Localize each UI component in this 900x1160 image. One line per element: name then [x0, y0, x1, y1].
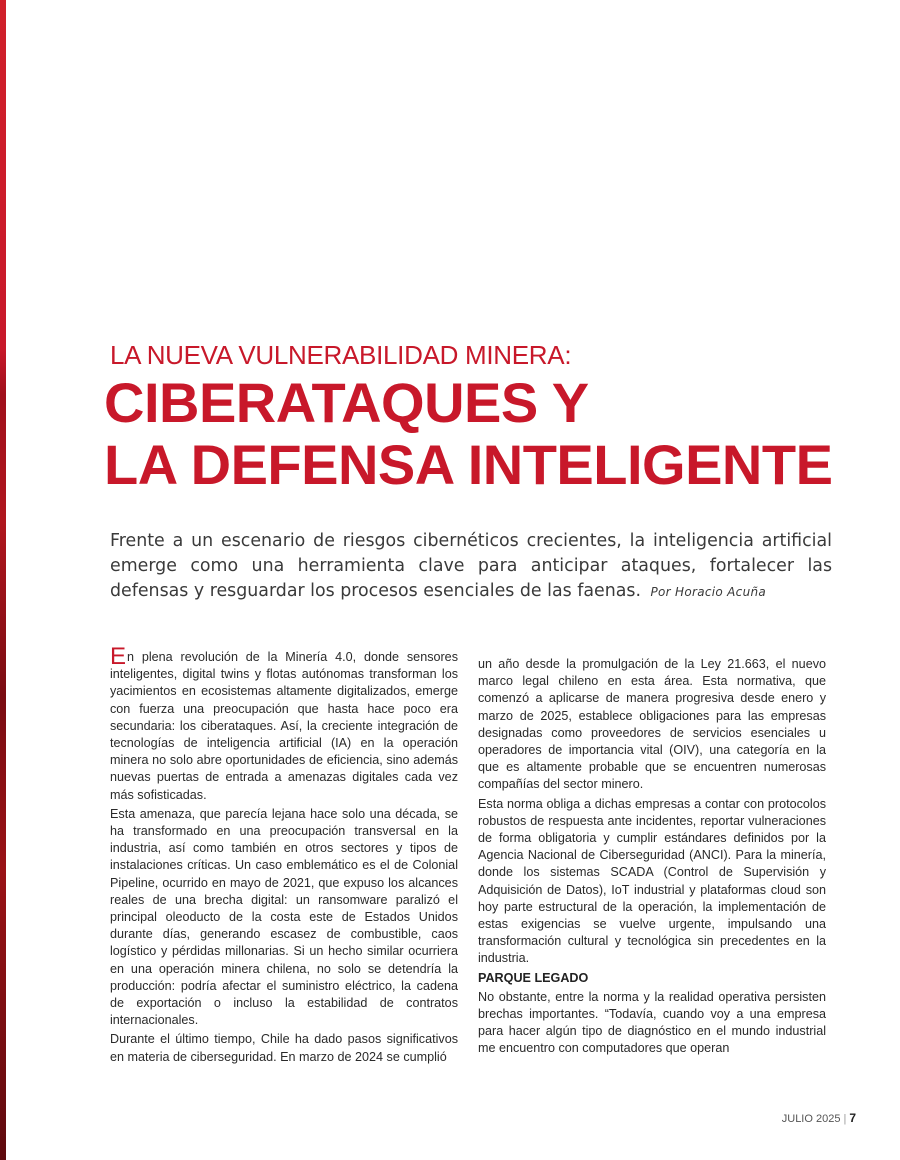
footer-separator: |	[843, 1113, 847, 1125]
body-paragraph-1	[110, 643, 458, 804]
byline: Por Horacio Acuña	[650, 585, 767, 599]
paragraph-1-text: n plena revolución de la Minería 4.0, donde sensores inteligentes, digital twins y flotas autónomas transforman los yacimientos en ecosistemas altamente digitalizados, emerge con fuerza una preocupación que hasta hace poco era secundaria: los ciberataques. Así, la creciente integración de tecnologías de inteligencia artificial (IA) en la operación minera no solo abre oportunidades de eficiencia, sino además nuevas puertas de entrada a amenazas digitales cada vez más sofisticadas.	[110, 650, 458, 802]
red-edge-bar	[0, 0, 6, 1160]
body-paragraph-3: Durante el último tiempo, Chile ha dado pasos significativos en materia de ciberseguridad. En marzo de 2024 se cumplió	[110, 1032, 458, 1064]
drop-cap: E	[110, 643, 127, 670]
headline-line-1: CIBERATAQUES Y	[104, 371, 589, 434]
body-column-right	[478, 656, 826, 1060]
issue-date: JULIO 2025	[781, 1113, 841, 1125]
body-paragraph-4: un año desde la promulgación de la Ley 21.663, el nuevo marco legal chileno en esta área. Esta normativa, que comenzó a aplicarse de manera progresiva desde enero y marzo de 2025, establece obligaciones para las empresas designadas como proveedores de servicios esenciales u operadores de importancia vital (OIV), una categoría en la que es altamente probable que se encuentren numerosas compañías del sector minero.	[478, 657, 826, 792]
page-number: 7	[849, 1111, 856, 1125]
body-paragraph-5: Esta norma obliga a dichas empresas a contar con protocolos robustos de respuesta ante incidentes, reportar vulneraciones de forma obligatoria y cumplir estándares definidos por la Agencia Nacional de Ciberseguridad (ANCI). Para la minería, donde los sistemas SCADA (Control de Supervisión y Adquisición de Datos), IoT industrial y plataformas cloud son hoy parte estructural de la operación, la implementación de estas exigencias se vuelve urgente, impulsando una transformación cultural y tecnológica sin precedentes en la industria.	[478, 796, 826, 966]
article-lede	[110, 529, 832, 605]
article-overline: LA NUEVA VULNERABILIDAD MINERA:	[110, 340, 572, 370]
body-column-left	[110, 643, 458, 1068]
page-footer	[660, 1111, 856, 1125]
lede-text: Frente a un escenario de riesgos cibernéticos crecientes, la inteligencia artificial emerge como una herramienta clave para anticipar ataques, fortalecer las defensas y resguardar los procesos esenciales de las faenas.	[110, 531, 832, 601]
section-heading: PARQUE LEGADO	[478, 970, 589, 985]
body-paragraph-2: Esta amenaza, que parecía lejana hace solo una década, se ha transformado en una preocupación transversal en la industria, así como también en otros sectores y tipos de instalaciones críticas. Un caso emblemático es el de Colonial Pipeline, ocurrido en mayo de 2021, que expuso los alcances reales de una brecha digital: un ransomware paralizó el principal oleoducto de la costa este de Estados Unidos durante días, generando escasez de combustible, caos logístico y pérdidas millonarias. Si un hecho similar ocurriera en una operación minera chilena, no solo se detendría la producción: podría afectar el suministro eléctrico, la cadena de exportación o incluso la estabilidad de contratos internacionales.	[110, 806, 458, 1028]
article-headline	[104, 372, 884, 496]
body-paragraph-6: No obstante, entre la norma y la realidad operativa persisten brechas importantes. “Todavía, cuando voy a una empresa para hacer algún tipo de diagnóstico en el mundo industrial me encuentro con computadores que operan	[478, 989, 826, 1056]
headline-line-2: LA DEFENSA INTELIGENTE	[104, 433, 833, 496]
